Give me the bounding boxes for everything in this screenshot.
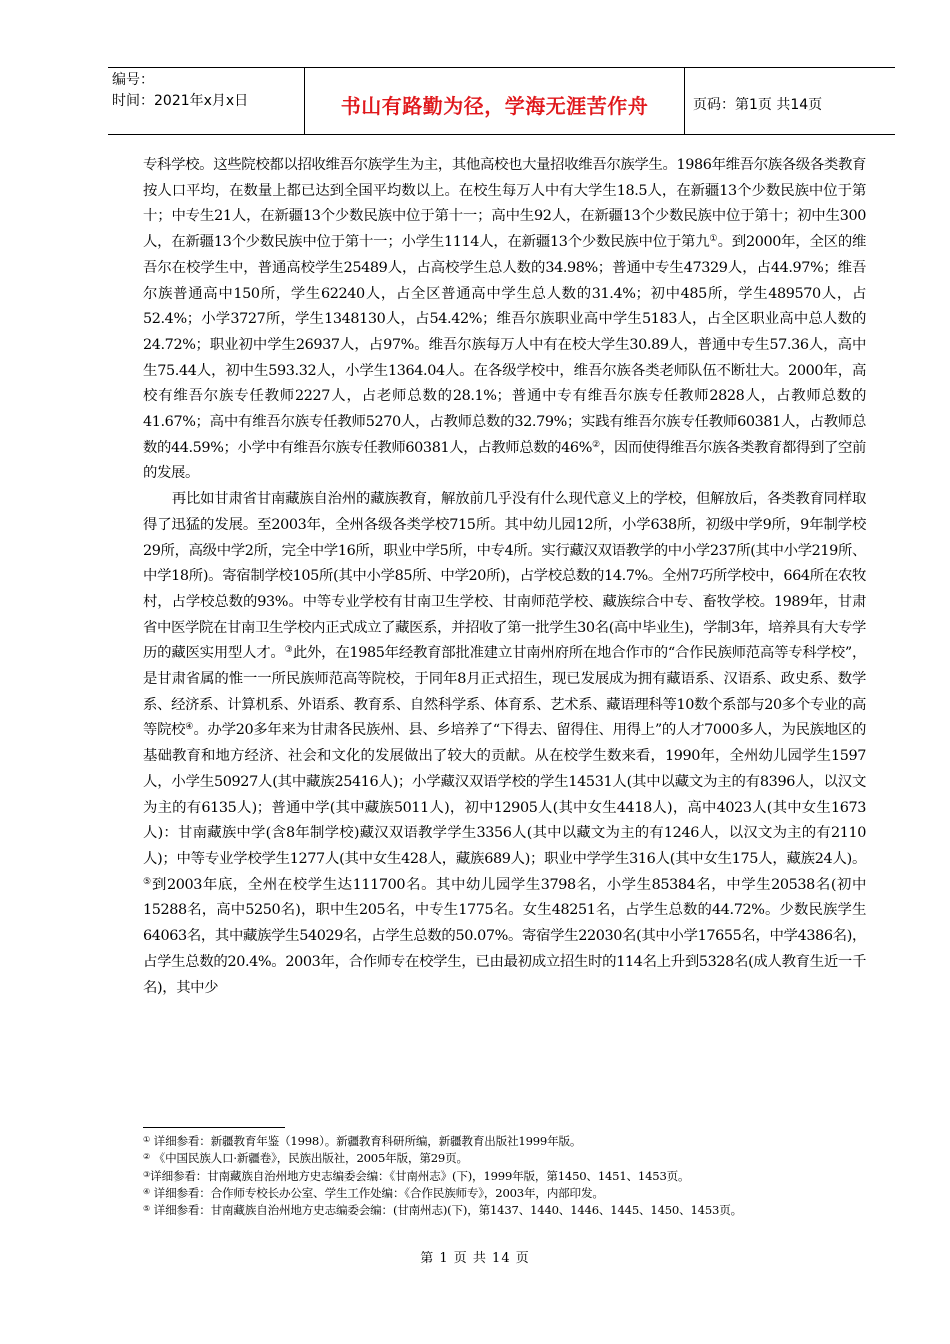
header-meta	[108, 68, 304, 134]
paragraph-text: 专科学校。这些院校都以招收维吾尔族学生为主，其他高校也大量招收维吾尔族学生。1986年维吾尔族各级各类教育按人口平均，在数量上都已达到全国平均数以上。在校生每万人中有大学生18.5人，在新疆13个少数民族中位于第十；中专生21人，在新疆13个少数民族中位于第十一；高中生92人，在新疆13个少数民族中位于第十；初中生300人，在新疆13个少数民族中位于第十一；小学生1114人，在新疆13个少数民族中位于第九	[143, 157, 866, 251]
footnote-text: 详细参看：合作师专校长办公室、学生工作处编：《合作民族师专》，2003年，内部印发。	[153, 1185, 604, 1200]
footnote-mark: ④	[143, 1186, 151, 1196]
header-page-label: 页码：第1页 共14页	[693, 97, 823, 113]
footnote-5	[143, 1202, 866, 1219]
paragraph-tibetan-education	[143, 487, 866, 1001]
footnote-ref-4[interactable]: ④	[185, 722, 194, 733]
footnotes	[143, 1133, 866, 1219]
footnote-3	[143, 1168, 866, 1185]
page-footer: 第 1 页 共 14 页	[420, 1251, 530, 1266]
footnote-mark: ⑤	[143, 1204, 151, 1214]
footnote-ref-3[interactable]: ③	[284, 645, 293, 656]
paragraph-text: 。办学20多年来为甘肃各民族州、县、乡培养了“下得去、留得住、用得上”的人才7000多人，为民族地区的基础教育和地方经济、社会和文化的发展做出了较大的贡献。从在校学生数来看，1990年，全州幼儿园学生1597人，小学生50927人(其中藏族25416人)；小学藏汉双语学校的学生14531人(其中以藏文为主的有8396人，以汉文为主的有6135人)；普通中学(其中藏族5011人)，初中12905人(其中女生4418人)，高中4023人(其中女生1673人)：甘南藏族中学(含8年制学校)藏汉双语教学学生3356人(其中以藏文为主的有1246人，以汉文为主的有2110人)；中等专业学校学生1277人(其中女生428人，藏族689人)；职业中学学生316人(其中女生175人，藏族24人)。	[143, 722, 866, 867]
header-code-label: 编号：	[112, 72, 154, 88]
paragraph-text: 此外，在1985年经教育部批准建立甘南州府所在地合作市的“合作民族师范高等专科学校”，是甘肃省属的惟一一所民族师范高等院校，于同年8月正式招生，现已发展成为拥有藏语系、汉语系、政史系、数学系、经济系、计算机系、外语系、教育系、自然科学系、体育系、艺术系、藏语理科等10数个系部与20多个专业的高等院校	[143, 645, 866, 739]
footnote-mark: ②	[143, 1152, 151, 1162]
header-motto: 书山有路勤为径，学海无涯苦作舟	[304, 68, 685, 134]
footnote-2	[143, 1150, 866, 1167]
footnote-text: 详细参看：甘南藏族自治州地方史志编委会编：(甘南州志)(下)，第1437、1440、1446、1445、1450、1453页。	[153, 1203, 742, 1218]
footnote-mark: ③	[143, 1169, 151, 1179]
footnote-mark: ①	[143, 1135, 151, 1144]
footnote-divider	[143, 1127, 285, 1128]
footnote-text: 详细参看：甘南藏族自治州地方史志编委会编：《甘南州志》(下)，1999年版，第1450、1451、1453页。	[150, 1168, 690, 1183]
footnote-1	[143, 1133, 866, 1150]
page-header	[108, 67, 895, 135]
footnote-ref-1[interactable]: ①	[709, 234, 718, 245]
paragraph-text: ，因而使得维吾尔族各类教育都得到了空前的发展。	[143, 439, 866, 482]
paragraph-text: 到2003年底，全州在校学生达111700名。其中幼儿园学生3798名，小学生85384名，中学生20538名(初中15288名，高中5250名)，职中生205名，中专生1775名。女生48251名，占学生总数的44.72%。少数民族学生64063名，其中藏族学生54029名，占学生总数的50.07%。寄宿学生22030名(其中小学17655名，中学4386名)，占学生总数的20.4%。2003年，合作师专在校学生，已由最初成立招生时的114名上升到5328名(成人教育生近一千名)，其中少	[143, 876, 866, 996]
footnote-text: 详细参看：新疆教育年鉴（1998）。新疆教育科研所编，新疆教育出版社1999年版。	[153, 1134, 582, 1148]
document-body	[143, 153, 866, 1001]
footnote-ref-2[interactable]: ②	[591, 439, 601, 450]
footnote-ref-5[interactable]: ⑤	[143, 876, 153, 887]
paragraph-text: 。到2000年，全区的维吾尔在校学生中，普通高校学生25489人，占高校学生总人数的34.98%；普通中专生47329人，占44.97%；维吾尔族普通高中150所，学生62240人，占全区普通高中学生总人数的31.4%；初中485所，学生489570人，占52.4%；小学3727所，学生1348130人，占54.42%；维吾尔族职业高中学生5183人，占全区职业高中总人数的24.72%；职业初中学生26937人，占97%。维吾尔族每万人中有在校大学生30.89人，普通中专生57.36人，高中生75.44人，初中生593.32人，小学生1364.04人。在各级学校中，维吾尔族各类老师队伍不断壮大。2000年，高校有维吾尔族专任教师2227人，占老师总数的28.1%；普通中专有维吾尔族专任教师2828人，占教师总数的41.67%；高中有维吾尔族专任教师5270人，占教师总数的32.79%；实践有维吾尔族专任教师60381人，占教师总数的44.59%；小学中有维吾尔族专任教师60381人，占教师总数的46%	[143, 234, 866, 456]
header-date-label: 时间：2021年x月x日	[112, 93, 249, 109]
paragraph-uyghur-education	[143, 153, 866, 487]
footnote-4	[143, 1185, 866, 1202]
paragraph-text: 再比如甘肃省甘南藏族自治州的藏族教育，解放前几乎没有什么现代意义上的学校，但解放后，各类教育同样取得了迅猛的发展。至2003年，全州各级各类学校715所。其中幼儿园12所，小学638所，初级中学9所，9年制学校29所，高级中学2所，完全中学16所，职业中学5所，中专4所。实行藏汉双语教学的中小学237所(其中小学219所、中学18所)。寄宿制学校105所(其中小学85所、中学20所)，占学校总数的14.7%。全州7巧所学校中，664所在农牧村，占学校总数的93%。中等专业学校有甘南卫生学校、甘南师范学校、藏族综合中专、畜牧学校。1989年，甘肃省中医学院在甘南卫生学校内正式成立了藏医系，并招收了第一批学生30名(高中毕业生)，学制3年，培养具有大专学历的藏医实用型人才。	[143, 491, 866, 662]
footnote-text: 《中国民族人口·新疆卷》，民族出版社，2005年版，第29页。	[153, 1151, 468, 1166]
